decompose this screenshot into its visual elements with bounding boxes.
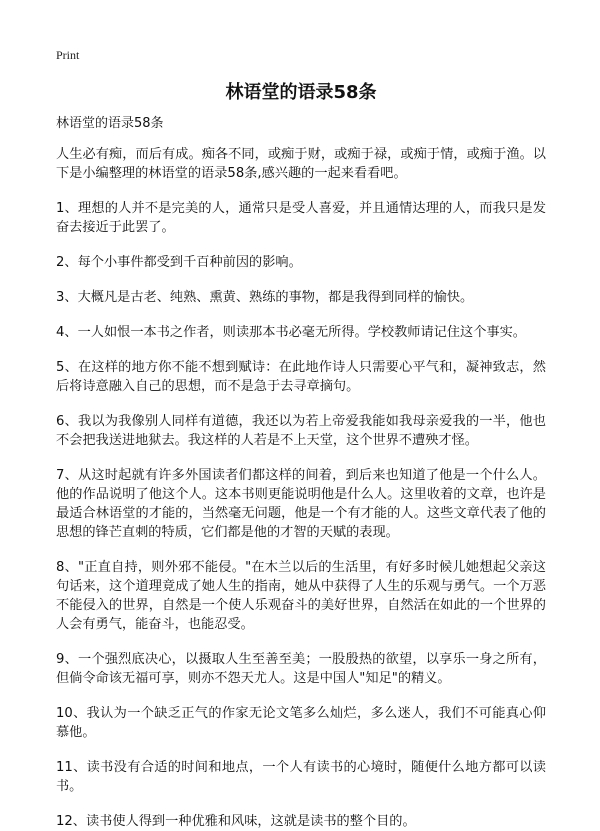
quote-paragraph: 9、一个强烈底决心，以摄取人生至善至美；一股殷热的欲望，以享乐一身之所有，但倘令命该无福可享，则亦不怨天尤人。这是中国人"知足"的精义。 (56, 652, 546, 686)
quote-paragraph: 3、大概凡是古老、纯熟、熏黄、熟练的事物，都是我得到同样的愉快。 (56, 290, 474, 305)
quote-paragraph: 6、我以为我像别人同样有道德，我还以为若上帝爱我能如我母亲爱我的一半，他也不会把我送进地狱去。我这样的人若是不上天堂，这个世界不遭殃才怪。 (56, 414, 546, 448)
quote-paragraph: 12、读书使人得到一种优雅和风味，这就是读书的整个目的。 (56, 814, 416, 829)
quote-paragraph: 7、从这时起就有许多外国读者们都这样的间着，到后来也知道了他是一个什么人。他的作品说明了他这个人。这本书则更能说明他是什么人。这里收着的文章，也许是最适合林语堂的才能的，当然毫无问题，他是一个有才能的人。这些文章代表了他的思想的锋芒直刺的特质，它们都是他的才智的天赋的表现。 (56, 468, 546, 540)
quote-paragraph: 4、一人如恨一本书之作者，则读那本书必毫无所得。学校教师请记住这个事实。 (56, 325, 526, 340)
document-subtitle: 林语堂的语录58条 (56, 116, 164, 131)
quote-paragraph: 8、"正直自持，则外邪不能侵。"在木兰以后的生活里，有好多时候儿她想起父亲这句话来，这个道理竟成了她人生的指南，她从中获得了人生的乐观与勇气。一个万恶不能侵入的世界，自然是一个使人乐观奋斗的美好世界，自然活在如此的一个世界的人会有勇气，能奋斗，也能忍受。 (56, 560, 546, 632)
quote-paragraph: 2、每个小事件都受到千百种前因的影响。 (56, 255, 302, 270)
quote-paragraph: 10、我认为一个缺乏正气的作家无论文笔多么灿烂，多么迷人，我们不可能真心仰慕他。 (56, 706, 546, 740)
quote-paragraph: 1、理想的人并不是完美的人，通常只是受人喜爱，并且通情达理的人，而我只是发奋去接近于此罢了。 (56, 201, 546, 235)
quote-paragraph: 5、在这样的地方你不能不想到赋诗：在此地作诗人只需要心平气和，凝神致志，然后将诗意融入自己的思想，而不是急于去寻章摘句。 (56, 360, 546, 394)
intro-paragraph: 人生必有痴，而后有成。痴各不同，或痴于财，或痴于禄，或痴于情，或痴于渔。以下是小编整理的林语堂的语录58条,感兴趣的一起来看看吧。 (56, 147, 546, 181)
page-title: 林语堂的语录58条 (225, 82, 377, 103)
quote-paragraph: 11、读书没有合适的时间和地点，一个人有读书的心境时，随便什么地方都可以读书。 (56, 760, 546, 794)
print-link[interactable]: Print (56, 48, 80, 62)
